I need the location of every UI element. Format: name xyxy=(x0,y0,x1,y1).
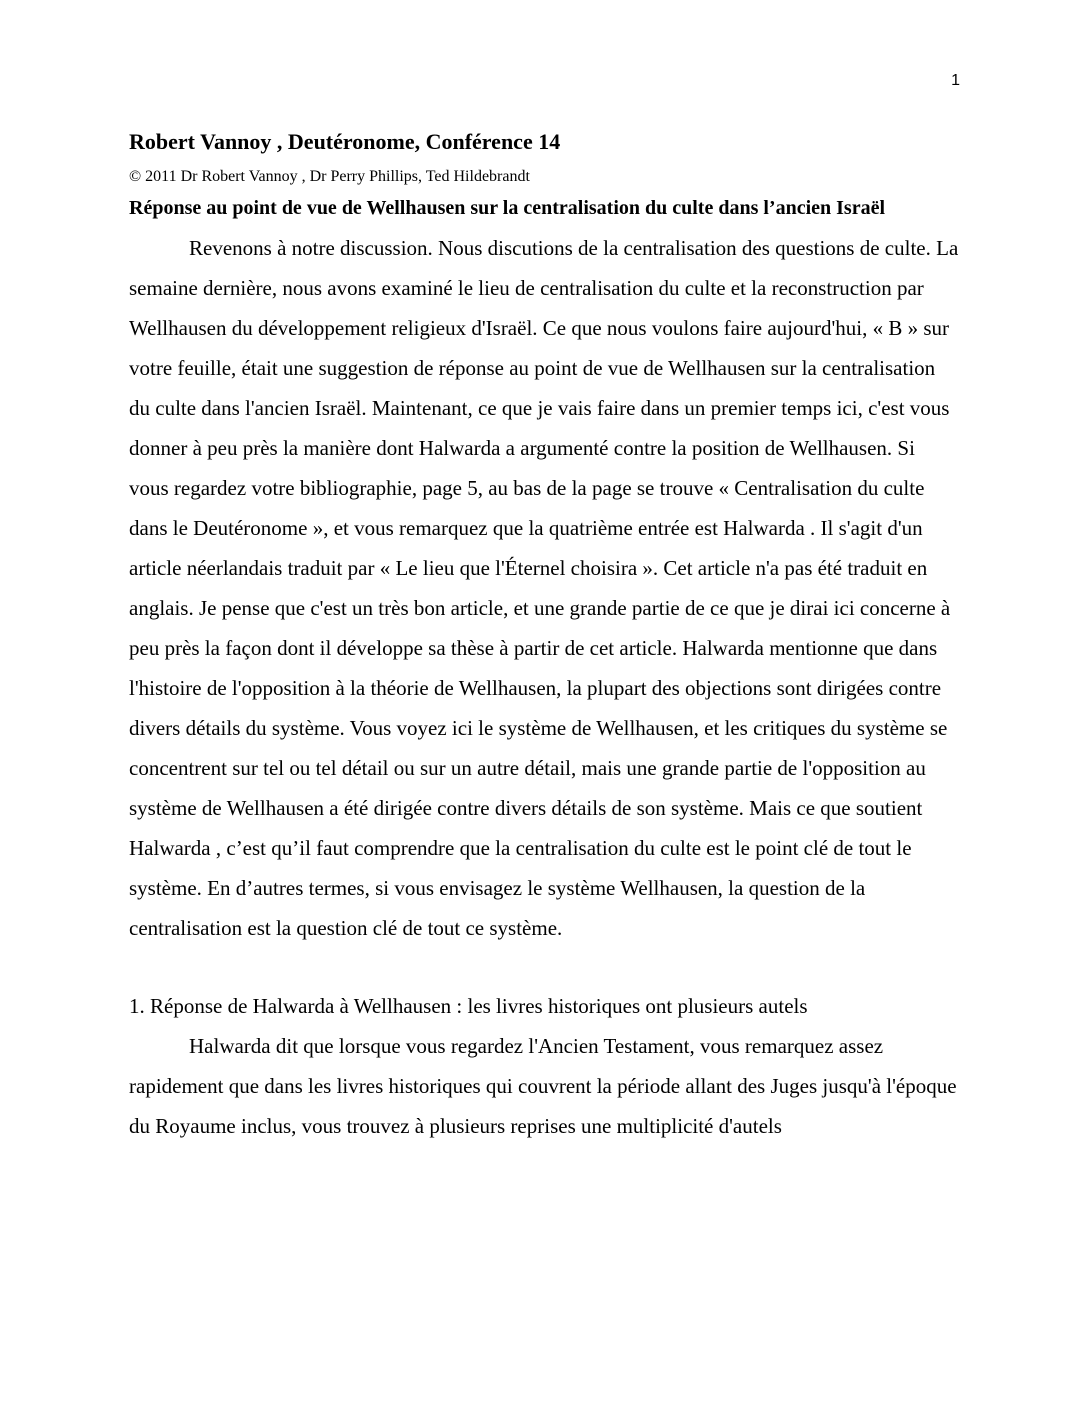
section-heading: 1. Réponse de Halwarda à Wellhausen : les livres historiques ont plusieurs autels xyxy=(129,994,808,1018)
document-body xyxy=(129,126,959,1146)
copyright-line: © 2011 Dr Robert Vannoy , Dr Perry Phillips, Ted Hildebrandt xyxy=(129,168,530,185)
paragraph-section-1: Halwarda dit que lorsque vous regardez l'Ancien Testament, vous remarquez assez rapidement que dans les livres historiques qui couvrent la période allant des Juges jusqu'à l'époque du Royaume inclus, vous trouvez à plusieurs reprises une multiplicité d'autels xyxy=(129,1034,957,1138)
lecture-subtitle: Réponse au point de vue de Wellhausen sur la centralisation du culte dans l’ancien Israël xyxy=(129,197,886,219)
page-number: 1 xyxy=(951,72,960,89)
document-title: Robert Vannoy , Deutéronome, Conférence 14 xyxy=(129,129,561,154)
paragraph-intro: Revenons à notre discussion. Nous discutions de la centralisation des questions de culte. La semaine dernière, nous avons examiné le lieu de centralisation du culte et la reconstruction par Wellhausen du développement religieux d'Israël. Ce que nous voulons faire aujourd'hui, « B » sur votre feuille, était une suggestion de réponse au point de vue de Wellhausen sur la centralisation du culte dans l'ancien Israël. Maintenant, ce que je vais faire dans un premier temps ici, c'est vous donner à peu près la manière dont Halwarda a argumenté contre la position de Wellhausen. Si vous regardez votre bibliographie, page 5, au bas de la page se trouve « Centralisation du culte dans le Deutéronome », et vous remarquez que la quatrième entrée est Halwarda . Il s'agit d'un article néerlandais traduit par « Le lieu que l'Éternel choisira ». Cet article n'a pas été traduit en anglais. Je pense que c'est un très bon article, et une grande partie de ce que je dirai ici concerne à peu près la façon dont il développe sa thèse à partir de cet article. Halwarda mentionne que dans l'histoire de l'opposition à la théorie de Wellhausen, la plupart des objections sont dirigées contre divers détails du système. Vous voyez ici le système de Wellhausen, et les critiques du système se concentrent sur tel ou tel détail ou sur un autre détail, mais une grande partie de l'opposition au système de Wellhausen a été dirigée contre divers détails de son système. Mais ce que soutient Halwarda , c’est qu’il faut comprendre que la centralisation du culte est le point clé de tout le système. En d’autres termes, si vous envisagez le système Wellhausen, la question de la centralisation est la question clé de tout ce système. xyxy=(129,236,959,940)
